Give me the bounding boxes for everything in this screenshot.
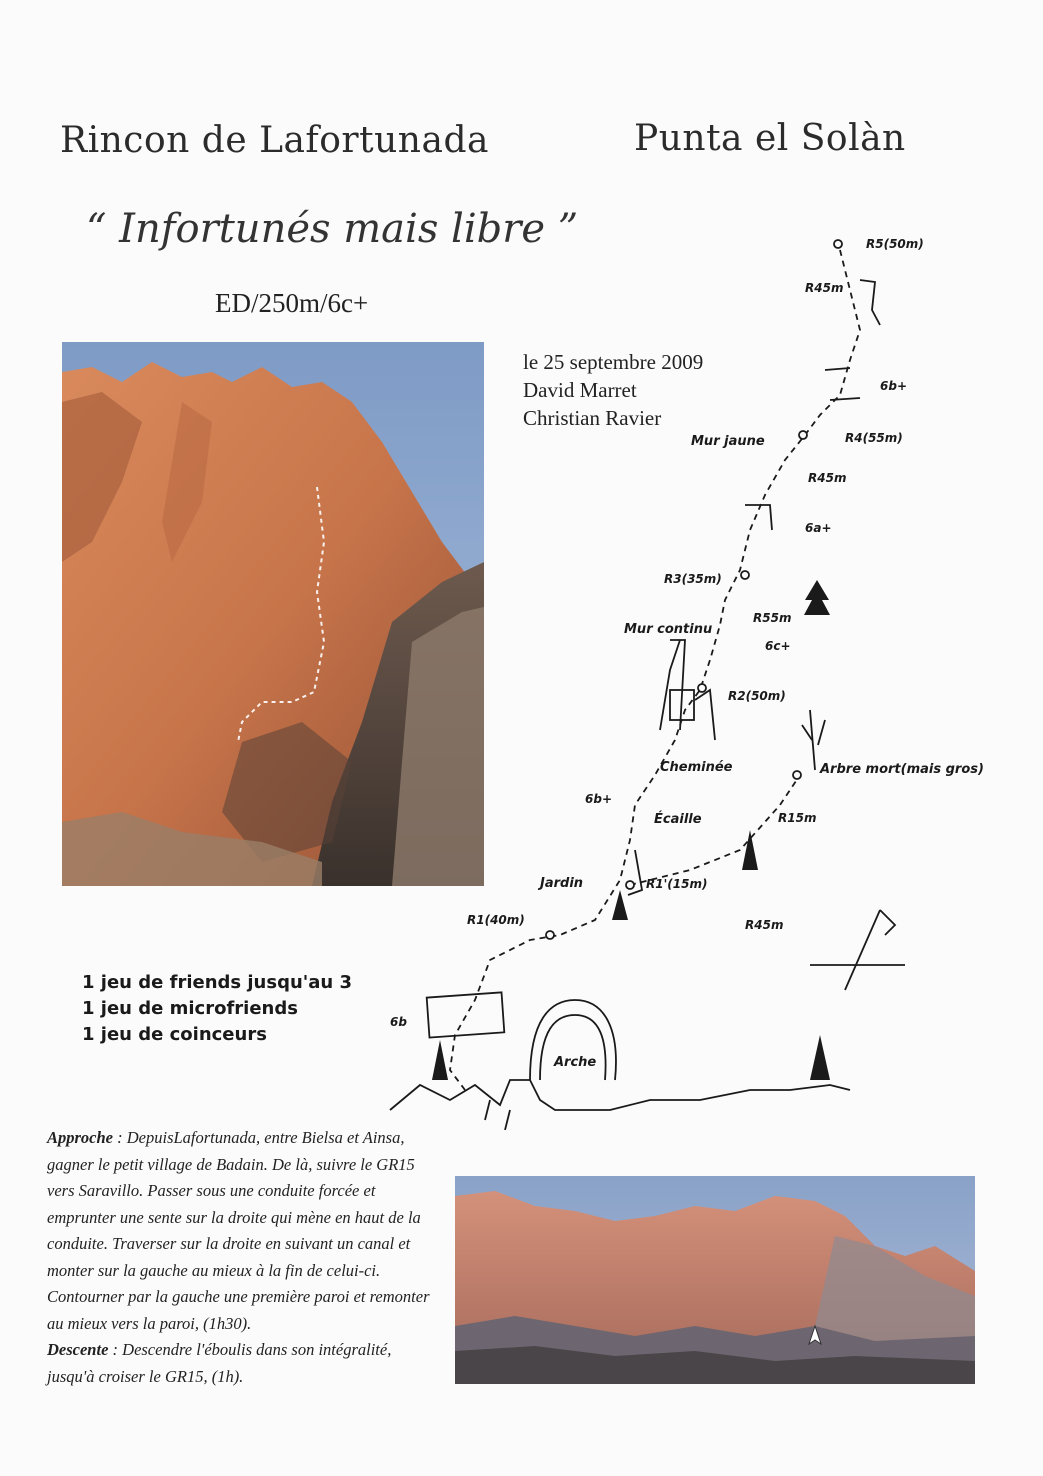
approach-body: : DepuisLafortunada, entre Bielsa et Ainsa, gagner le petit village de Badain. De là, suivre le GR15 vers Saravillo. Passer sous une conduite forcée et emprunter une sente sur la droite qui mène en haut de la conduite. Traverser sur la droite en suivant un canal et monter sur la gauche au mieux à la fin de celui-ci. Contourner par la gauche une première paroi et remonter au mieux vers la paroi, (1h30). bbox=[47, 1128, 430, 1333]
label-r1: R1(40m) bbox=[467, 913, 525, 927]
label-r55: R55m bbox=[753, 611, 792, 625]
label-r45-mid: R45m bbox=[808, 471, 847, 485]
grade: ED/250m/6c+ bbox=[215, 288, 369, 318]
label-6b: 6b bbox=[390, 1015, 407, 1029]
label-jardin: Jardin bbox=[540, 876, 584, 891]
label-cheminee: Cheminée bbox=[660, 760, 733, 775]
descent-body: : Descendre l'éboulis dans son intégralité, jusqu'à croiser le GR15, (1h). bbox=[47, 1340, 392, 1386]
label-ecaille: Écaille bbox=[654, 812, 702, 827]
route-name: “ Infortunés mais libre ” bbox=[86, 206, 579, 252]
label-r3: R3(35m) bbox=[664, 572, 722, 586]
gear-item: 1 jeu de coinceurs bbox=[82, 1024, 267, 1045]
approach-text bbox=[47, 1125, 439, 1390]
label-r5: R5(50m) bbox=[866, 237, 924, 251]
summit-title: Punta el Solàn bbox=[634, 118, 906, 159]
label-6a-plus: 6a+ bbox=[805, 521, 832, 535]
panorama-photo bbox=[455, 1176, 975, 1384]
approach-label: Approche bbox=[47, 1128, 113, 1147]
label-arbre-mort: Arbre mort(mais gros) bbox=[820, 762, 984, 777]
climber-1: David Marret bbox=[523, 378, 637, 402]
label-6b-plus-top: 6b+ bbox=[880, 379, 907, 393]
route-topo bbox=[380, 230, 1000, 1130]
crag-title: Rincon de Lafortunada bbox=[60, 120, 489, 161]
gear-list bbox=[82, 970, 352, 1048]
label-r45-low: R45m bbox=[745, 918, 784, 932]
label-arche: Arche bbox=[554, 1055, 597, 1070]
label-r2: R2(50m) bbox=[728, 689, 786, 703]
descent-label: Descente bbox=[47, 1340, 109, 1359]
gear-item: 1 jeu de microfriends bbox=[82, 998, 298, 1019]
label-mur-continu: Mur continu bbox=[624, 622, 713, 637]
climber-2: Christian Ravier bbox=[523, 406, 662, 430]
ascent-date: le 25 septembre 2009 bbox=[523, 350, 704, 374]
label-r15: R15m bbox=[778, 811, 817, 825]
label-r45-top: R45m bbox=[805, 281, 844, 295]
gear-item: 1 jeu de friends jusqu'au 3 bbox=[82, 972, 353, 993]
label-6c-plus: 6c+ bbox=[765, 639, 791, 653]
label-mur-jaune: Mur jaune bbox=[691, 434, 765, 449]
label-r4: R4(55m) bbox=[845, 431, 903, 445]
label-6b-plus-low: 6b+ bbox=[585, 792, 612, 806]
label-r1-prime: R1'(15m) bbox=[646, 877, 708, 891]
